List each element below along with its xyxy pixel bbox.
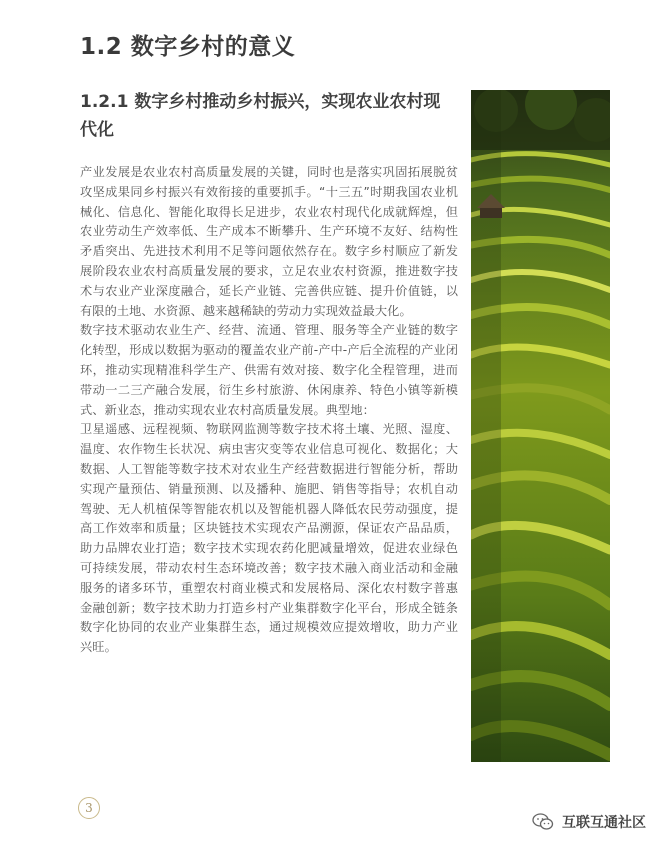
paragraph-1: 产业发展是农业农村高质量发展的关键，同时也是落实巩固拓展脱贫攻坚成果同乡村振兴有效衔接的重要抓手。“十三五”时期我国农业机械化、信息化、智能化取得长足进步，农业农村现代化成就辉煌，但农业劳动生产效率低、生产成本不断攀升、生产环境不友好、结构性矛盾突出、先进技术利用不足等问题依然存在。数字乡村顺应了新发展阶段农业农村高质量发展的要求，立足农业农村资源，推进数字技术与农业产业深度融合，延长产业链、完善供应链、提升价值链，以有限的土地、水资源、越来越稀缺的劳动力实现效益最大化。 bbox=[80, 165, 458, 318]
watermark-text: 互联互通社区 bbox=[562, 815, 646, 831]
section-title: 1.2.1 数字乡村推动乡村振兴，实现农业农村现代化 bbox=[80, 92, 441, 140]
paragraph-3: 卫星遥感、远程视频、物联网监测等数字技术将土壤、光照、湿度、温度、农作物生长状况、病虫害灾变等农业信息可视化、数据化；大数据、人工智能等数字技术对农业生产经营数据进行智能分析，帮助实现产量预估、销量预测、以及播种、施肥、销售等指导；农机自动驾驶、无人机植保等智能农机以及智能机器人降低农民劳动强度，提高工作效率和质量；区块链技术实现农产品溯源，保证农产品品质，助力品牌农业打造；数字技术实现农药化肥减量增效，促进农业绿色可持续发展，带动农村生态环境改善；数字技术融入商业活动和金融服务的诸多环节，重塑农村商业模式和发展格局、深化农村数字普惠金融创新；数字技术助力打造乡村产业集群数字化平台，形成全链条数字化协同的农业产业集群生态，通过规模效应提效增收，助力产业兴旺。 bbox=[80, 422, 458, 655]
rice-terrace-photo bbox=[471, 90, 610, 762]
watermark bbox=[532, 812, 646, 832]
wechat-icon bbox=[532, 812, 554, 832]
page-number: 3 bbox=[78, 797, 100, 819]
paragraph-2: 数字技术驱动农业生产、经营、流通、管理、服务等全产业链的数字化转型，形成以数据为驱动的覆盖农业产前-产中-产后全流程的产业闭环，推动实现精准科学生产、供需有效对接、数字化全程管理，进而带动一二三产融合发展，衍生乡村旅游、休闲康养、特色小镇等新模式、新业态，推动实现农业农村高质量发展。典型地： bbox=[80, 323, 458, 417]
page-title: 1.2 数字乡村的意义 bbox=[80, 34, 296, 60]
body-text bbox=[80, 163, 458, 658]
